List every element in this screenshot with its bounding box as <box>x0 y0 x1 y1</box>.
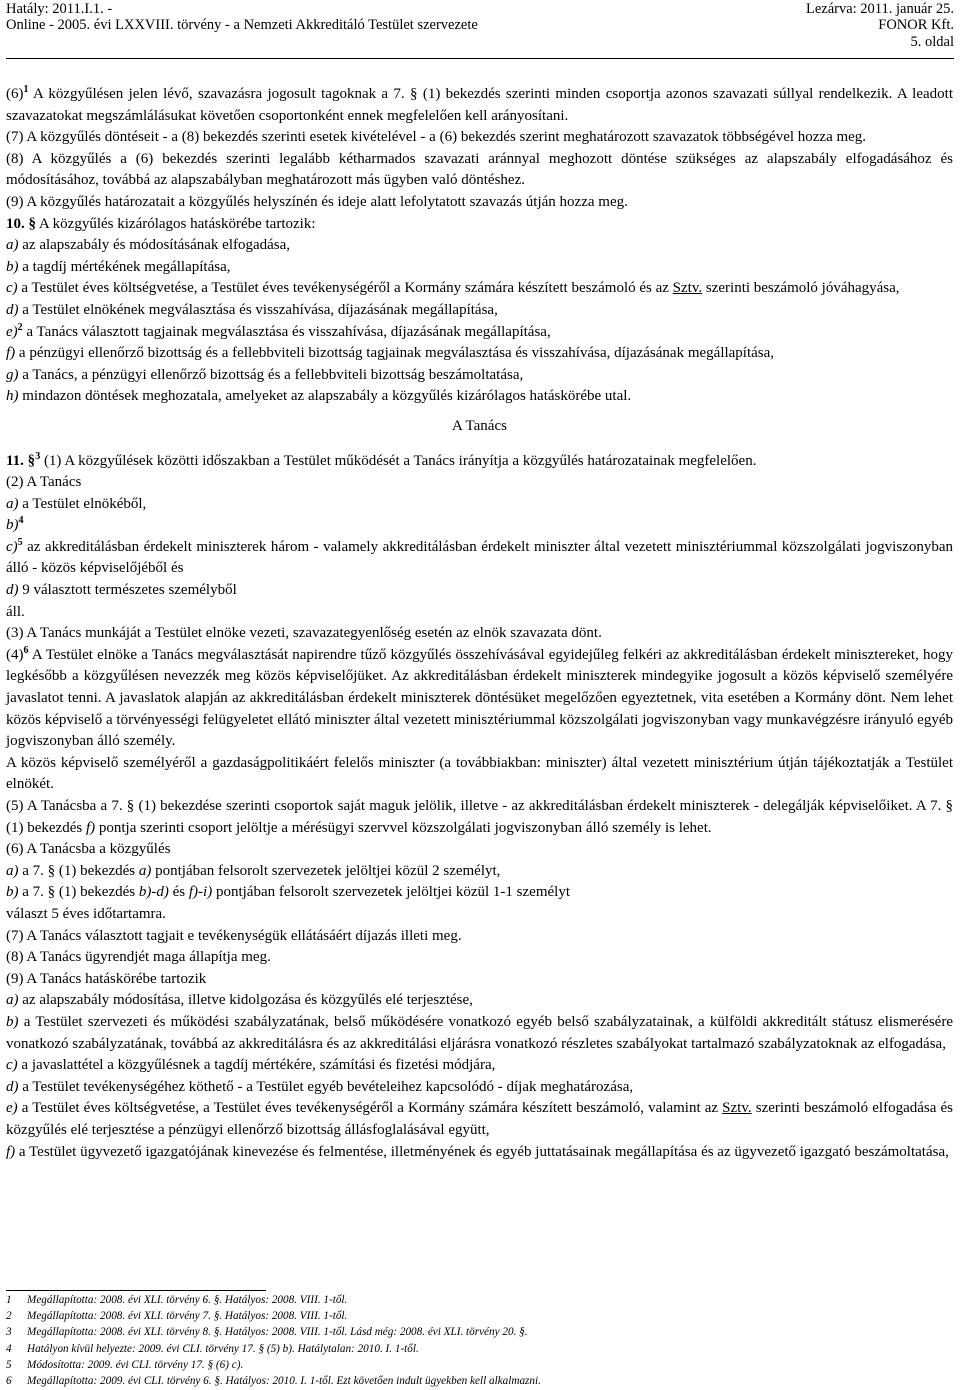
paragraph-7: (7) A közgyűlés döntéseit - a (8) bekezdés szerinti esetek kivételével - a (6) bekezdés szerint meghatározott szavazatok többségével hozza meg. <box>6 129 867 146</box>
section-11-para-9-c <box>6 1055 953 1077</box>
item-marker: b) <box>6 258 19 275</box>
item-text: a tagdíj mértékének megállapítása, <box>18 258 231 275</box>
paragraph-text: pontja szerinti csoport jelöltje a mérésügyi szervvel közszolgálati jogviszonyban álló személy is lehet. <box>95 819 712 836</box>
header-publisher: FONOR Kft. <box>878 17 954 33</box>
footnote-number: 4 <box>6 1342 12 1355</box>
footnote <box>6 1341 954 1357</box>
item-text: szerinti beszámoló elfogadása és közgyűlés elé terjesztése a pénzügyi ellenőrző bizottság állásfoglalásával együtt, <box>6 1100 953 1138</box>
footnote-ref[interactable]: 6 <box>23 644 29 656</box>
item-text: pontjában felsorolt szervezetek jelöltjei közül 2 személyt, <box>151 862 501 879</box>
item-text: a javaslattétel a közgyűlésnek a tagdíj mértékére, számítási és fizetési módjára, <box>17 1057 496 1074</box>
section-11-para-4 <box>6 645 953 753</box>
footnote-text: Módosította: 2009. évi CLI. törvény 17. § (6) c). <box>27 1358 244 1371</box>
section-11-all: áll. <box>6 603 25 620</box>
section-11-para-1 <box>6 451 953 473</box>
section-10-item-e <box>6 322 953 344</box>
footnote <box>6 1324 954 1340</box>
section-11-item-c <box>6 537 953 580</box>
item-marker: a) <box>6 862 19 879</box>
item-text: a Testület ügyvezető igazgatójának kinevezése és felmentése, illetményének és egyéb juttatásainak megállapítása és az ügyvezető igazgató beszámoltatása, <box>15 1143 949 1160</box>
item-marker: e) <box>6 1100 18 1117</box>
footnote-ref[interactable]: 5 <box>17 536 23 548</box>
item-text: a 7. § (1) bekezdés <box>18 884 139 901</box>
item-marker: d) <box>6 582 19 599</box>
section-11-para-7: (7) A Tanács választott tagjait e tevékenységük ellátásáért díjazás illeti meg. <box>6 927 462 944</box>
section-11-para-8: (8) A Tanács ügyrendjét maga állapítja meg. <box>6 949 271 966</box>
footnote-text: Hatályon kívül helyezte: 2009. évi CLI. törvény 17. § (5) b). Hatálytalan: 2010. I. 1-től. <box>27 1342 419 1355</box>
item-marker: b) <box>6 517 19 534</box>
footnote <box>6 1292 954 1308</box>
section-10-item-d <box>6 300 953 322</box>
item-marker: a) <box>6 495 19 512</box>
section-11-item-b <box>6 515 953 537</box>
item-marker: e) <box>6 323 18 340</box>
section-11-item-a <box>6 494 953 516</box>
item-marker: f)-i) <box>188 884 213 901</box>
section-11-item-d <box>6 580 953 602</box>
section-11-para-9-a <box>6 990 953 1012</box>
item-text: a 7. § (1) bekezdés <box>18 862 139 879</box>
item-text: a Testület szervezeti és működési szabályzatának, belső működésére vonatkozó egyéb belső szabályzatainak, a külföldi akkreditált státusz elismerésére vonatkozó szabályzatának, továbbá az akkreditálásra és az akkreditálási eljárásra vonatkozó részletes szabályokat tartalmazó szabályzatoknak az elfogadása, <box>6 1013 953 1052</box>
section-11-para-2: (2) A Tanács <box>6 474 82 491</box>
item-marker: b) <box>6 1013 19 1030</box>
section-10-item-f <box>6 343 953 365</box>
section-10-item-c <box>6 278 953 300</box>
item-marker: a) <box>6 237 19 254</box>
item-text: a pénzügyi ellenőrző bizottság és a fellebbviteli bizottság tagjainak megválasztása és visszahívása, díjazásának megállapítása, <box>15 345 775 362</box>
footnote-number: 5 <box>6 1358 12 1371</box>
section-11-para-6-tail: választ 5 éves időtartamra. <box>6 905 166 922</box>
section-11-para-6-b <box>6 882 953 904</box>
paragraph-text: A közgyűlésen jelen lévő, szavazásra jogosult tagoknak a 7. § (1) bekezdés szerinti minden csoportja azonos szavazati súllyal rendelkezik. A leadott szavazatokat megszámlálásukat követően csoportonként ennek megfelelően kell arányosítani. <box>6 86 953 124</box>
item-marker: a) <box>138 862 152 879</box>
item-text: a Testület elnökének megválasztása és visszahívása, díjazásának megállapítása, <box>18 301 498 318</box>
section-10-item-h <box>6 386 953 408</box>
footnote-ref[interactable]: 4 <box>18 515 24 527</box>
footnote <box>6 1308 954 1324</box>
section-11-para-3: (3) A Tanács munkáját a Testület elnöke vezeti, szavazategyenlőség esetén az elnök szavazata dönt. <box>6 625 602 642</box>
item-text: és <box>168 884 189 901</box>
item-text: pontjában felsorolt szervezetek jelöltjei közül 1-1 személyt <box>212 884 570 901</box>
item-text: a Testület éves költségvetése, a Testület éves tevékenységéről a Kormány számára készített beszámoló és az <box>17 280 673 297</box>
item-text: szerinti beszámoló jóváhagyása, <box>702 280 900 297</box>
section-10-intro <box>6 214 953 236</box>
section-10-item-a <box>6 235 953 257</box>
footnote-text: Megállapította: 2008. évi XLI. törvény 6. §. Hatályos: 2008. VIII. 1-től. <box>27 1294 348 1306</box>
section-10-item-b <box>6 257 953 279</box>
footnote-number: 6 <box>6 1375 12 1388</box>
section-number: 10. § <box>6 215 36 232</box>
section-11-para-6: (6) A Tanácsba a közgyűlés <box>6 841 171 858</box>
footnote <box>6 1357 954 1373</box>
footnote-number: 3 <box>6 1326 12 1339</box>
item-text: a Tanács, a pénzügyi ellenőrző bizottság és a fellebbviteli bizottság beszámoltatása, <box>18 366 524 383</box>
para-number: (4) <box>6 646 24 663</box>
footnotes <box>6 1292 954 1389</box>
section-11-para-5 <box>6 796 953 839</box>
footnote-ref[interactable]: 2 <box>17 321 23 333</box>
item-marker: c) <box>6 1057 18 1074</box>
item-marker: f) <box>6 1143 16 1160</box>
item-text: a Tanács választott tagjainak megválasztása és visszahívása, díjazásának megállapítása, <box>22 323 551 340</box>
item-marker: b) <box>6 884 19 901</box>
footnote-text: Megállapította: 2009. évi CLI. törvény 6. §. Hatályos: 2010. I. 1-től. Ezt követően indult ügyekben kell alkalmazni. <box>27 1375 541 1388</box>
item-text: a Testület éves költségvetése, a Testület éves tevékenységéről a Kormány számára készített beszámoló, valamint az <box>17 1100 723 1117</box>
para-number: (6) <box>6 86 24 102</box>
item-marker: b)-d) <box>138 884 169 901</box>
footnote <box>6 1373 954 1389</box>
footnote-ref[interactable]: 1 <box>23 84 29 95</box>
item-marker: c) <box>6 280 18 297</box>
footnote-separator <box>6 1290 266 1291</box>
footnote-ref[interactable]: 3 <box>35 450 41 462</box>
footnote-number: 1 <box>6 1294 12 1306</box>
paragraph-text: A Testület elnöke a Tanács megválasztását napirendre tűző közgyűlés összehívásával egyidejűleg felkéri az akkreditálásban érdekelt minisztereket, hogy legkésőbb a közgyűlésen nevezzék meg közös képviselőjüket. Az akkreditálásban érdekelt miniszterek mindegyike jogosult a közös képviselő személyére javaslatot tenni. A javaslatok alapján az akkreditálásban érdekelt miniszterek döntésüket megelőzően egyeztetnek, vita esetében a Kormány dönt. Nem lehet közös képviselő a törvényességi felügyeletet ellátó miniszter által vezetett minisztériummal közszolgálati jogviszonyban vagy munkavégzésre irányuló egyéb jogviszonyban álló személy. <box>6 646 953 750</box>
item-marker: d) <box>6 1078 19 1095</box>
header-closed-date: Lezárva: 2011. január 25. <box>805 1 954 17</box>
page-header <box>6 0 954 59</box>
section-text: (1) A közgyűlések közötti időszakban a Testület működését a Tanács irányítja a közgyűlés határozatainak megfelelően. <box>40 452 757 469</box>
page-number: 5. oldal <box>910 34 954 50</box>
item-text: az alapszabály és módosításának elfogadása, <box>18 237 291 254</box>
section-10-item-g <box>6 365 953 387</box>
footnote-number: 2 <box>6 1310 12 1323</box>
footnote-text: Megállapította: 2008. évi XLI. törvény 8. §. Hatályos: 2008. VIII. 1-től. Lásd még: 2008. évi XLI. törvény 20. §. <box>27 1326 528 1339</box>
section-text: A közgyűlés kizárólagos hatáskörébe tartozik: <box>36 215 316 232</box>
sztv-link[interactable]: Sztv. <box>722 1100 752 1117</box>
section-11-para-6-a <box>6 861 953 883</box>
paragraph-9: (9) A közgyűlés határozatait a közgyűlés helyszínén és ideje alatt lefolytatott szavazás útján hozza meg. <box>6 193 628 210</box>
item-marker: d) <box>6 301 19 318</box>
document-body <box>6 84 953 1163</box>
chapter-heading: A Tanács <box>452 417 507 434</box>
item-marker: g) <box>6 366 19 383</box>
item-marker: f) <box>6 345 16 362</box>
item-text: a Testület elnökéből, <box>18 495 147 512</box>
section-11-para-9-e <box>6 1098 953 1141</box>
item-marker: f) <box>85 819 96 836</box>
section-11-para-9-d <box>6 1077 953 1099</box>
item-text: mindazon döntések meghozatala, amelyeket az alapszabály a közgyűlés kizárólagos hatáskörébe utal. <box>18 388 632 405</box>
item-marker: h) <box>6 388 19 405</box>
paragraph-8: (8) A közgyűlés a (6) bekezdés szerinti legalább kétharmados szavazati aránnyal meghozott döntése szükséges az alapszabály elfogadásához és módosításához, továbbá az alapszabályban meghatározott más ügyben való döntéshez. <box>6 150 953 189</box>
paragraph-6 <box>6 84 953 127</box>
section-number: 11. § <box>6 452 36 469</box>
section-11-para-9: (9) A Tanács hatáskörébe tartozik <box>6 970 207 987</box>
item-text: 9 választott természetes személyből <box>18 582 237 599</box>
section-11-para-9-b <box>6 1012 953 1055</box>
item-text: az alapszabály módosítása, illetve kidolgozása és közgyűlés elé terjesztése, <box>18 992 473 1009</box>
item-text: az akkreditálásban érdekelt miniszterek három - valamely akkreditálásban érdekelt miniszter által vezetett minisztériummal közszolgálati jogviszonyban álló - közös képviselőjéből és <box>6 538 953 577</box>
section-11-para-4-cont: A közös képviselő személyéről a gazdaságpolitikáért felelős miniszter (a továbbiakban: miniszter) által vezetett minisztérium útján tájékoztatják a Testület elnökét. <box>6 754 953 793</box>
footnote-text: Megállapította: 2008. évi XLI. törvény 7. §. Hatályos: 2008. VIII. 1-től. <box>27 1310 348 1323</box>
item-marker: a) <box>6 992 19 1009</box>
item-marker: c) <box>6 538 18 555</box>
header-law-title: Online - 2005. évi LXXVIII. törvény - a Nemzeti Akkreditáló Testület szervezete <box>6 17 478 33</box>
header-effective-date: Hatály: 2011.I.1. - <box>6 1 113 17</box>
item-text: a Testület tevékenységéhez köthető - a Testület egyéb bevételeihez kapcsolódó - díjak meghatározása, <box>18 1078 634 1095</box>
paragraph-text: (5) A Tanácsba a 7. § (1) bekezdése szerinti csoportok saját maguk jelölik, illetve - az akkreditálásban érdekelt miniszterek - delegálják képviselőiket. A 7. § (1) bekezdés <box>6 798 953 836</box>
section-11-para-9-f <box>6 1142 953 1164</box>
sztv-link[interactable]: Sztv. <box>672 280 703 297</box>
